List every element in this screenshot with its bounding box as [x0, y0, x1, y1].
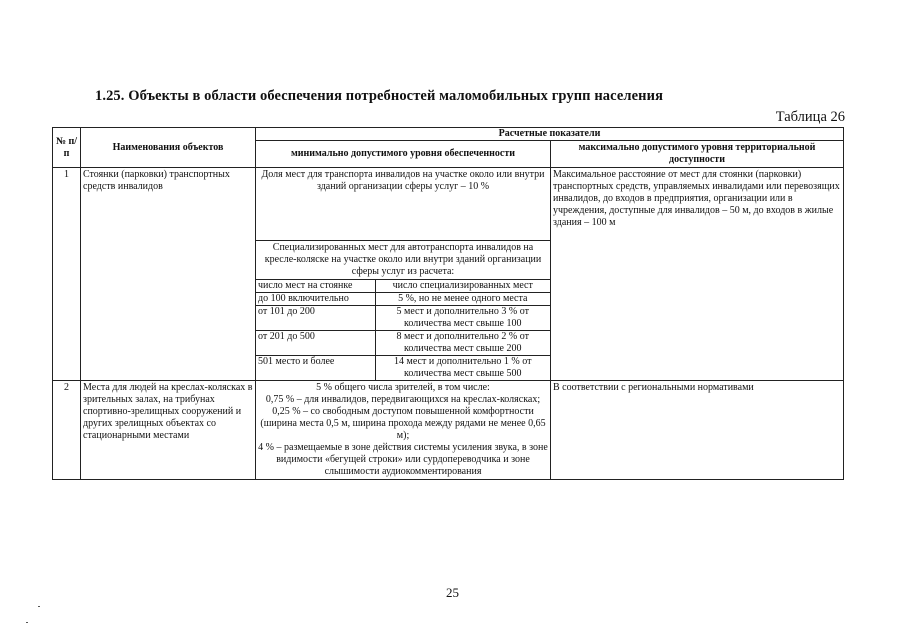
- special-count: 14 мест и дополнительно 1 % от количества мест свыше 500: [375, 356, 550, 381]
- special-count: 8 мест и дополнительно 2 % от количества мест свыше 200: [375, 331, 550, 356]
- inner-header-special: число специализированных мест: [375, 280, 550, 293]
- inner-row: [256, 306, 550, 331]
- places-count: до 100 включительно: [256, 293, 375, 306]
- object-name: Места для людей на креслах-колясках в зрительных залах, на трибунах спортивно-зрелищных сооружений и других зрелищных объектах со стационарными местами: [81, 381, 256, 480]
- places-count: от 101 до 200: [256, 306, 375, 331]
- inner-header-places: число мест на стоянке: [256, 280, 375, 293]
- table-row: [53, 168, 844, 381]
- min-level-cell: [256, 168, 551, 381]
- scan-speck: [26, 622, 28, 623]
- seating-line: 0,25 % – со свободным доступом повышенной комфортности (ширина места 0,5 м, ширина прохода между рядами не менее 0,65 м);: [260, 406, 546, 441]
- header-row-1: [53, 128, 844, 141]
- header-max-level: максимально допустимого уровня территориальной доступности: [551, 141, 844, 168]
- object-name: Стоянки (парковки) транспортных средств инвалидов: [81, 168, 256, 381]
- row-number: 1: [53, 168, 81, 381]
- inner-header-row: [256, 280, 550, 293]
- scan-speck: [38, 606, 40, 607]
- places-count: от 201 до 500: [256, 331, 375, 356]
- seating-line: 4 % – размещаемые в зоне действия системы усиления звука, в зоне видимости «бегущей строки» или сурдопереводчика и зоне слышимости аудиокомментирования: [258, 442, 548, 477]
- places-count: 501 место и более: [256, 356, 375, 381]
- special-places-text: Специализированных мест для автотранспорта инвалидов на кресле-коляске на участке около или внутри зданий организации сферы услуг из расчета:: [256, 240, 550, 279]
- standards-table: [52, 127, 844, 480]
- row-number: 2: [53, 381, 81, 480]
- header-calculated-indicators: Расчетные показатели: [256, 128, 844, 141]
- special-places-table: [256, 279, 550, 380]
- header-object-name: Наименования объектов: [81, 128, 256, 168]
- inner-row: [256, 293, 550, 306]
- page-number: 25: [446, 585, 459, 600]
- max-level-cell: В соответствии с региональными нормативами: [551, 381, 844, 480]
- section-title: 1.25. Объекты в области обеспечения потребностей маломобильных групп населения: [95, 88, 664, 104]
- header-min-level: минимально допустимого уровня обеспеченности: [256, 141, 551, 168]
- parking-share-text: Доля мест для транспорта инвалидов на участке около или внутри зданий организации сферы услуг – 10 %: [261, 169, 545, 192]
- table-label: Таблица 26: [775, 109, 845, 125]
- special-count: 5 %, но не менее одного места: [375, 293, 550, 306]
- table-row: [53, 381, 844, 480]
- seating-line: 5 % общего числа зрителей, в том числе:: [316, 382, 490, 393]
- min-level-cell: [256, 381, 551, 480]
- seating-line: 0,75 % – для инвалидов, передвигающихся на креслах-колясках;: [265, 394, 541, 405]
- inner-row: [256, 356, 550, 381]
- max-level-cell: Максимальное расстояние от мест для стоянки (парковки) транспортных средств, управляемых инвалидами или перевозящих инвалидов, до входов в предприятия, организации или в учреждения, доступные для инвалидов – 50 м, до входов в жилые здания – 100 м: [551, 168, 844, 381]
- special-count: 5 мест и дополнительно 3 % от количества мест свыше 100: [375, 306, 550, 331]
- inner-row: [256, 331, 550, 356]
- header-number: № п/п: [53, 128, 81, 168]
